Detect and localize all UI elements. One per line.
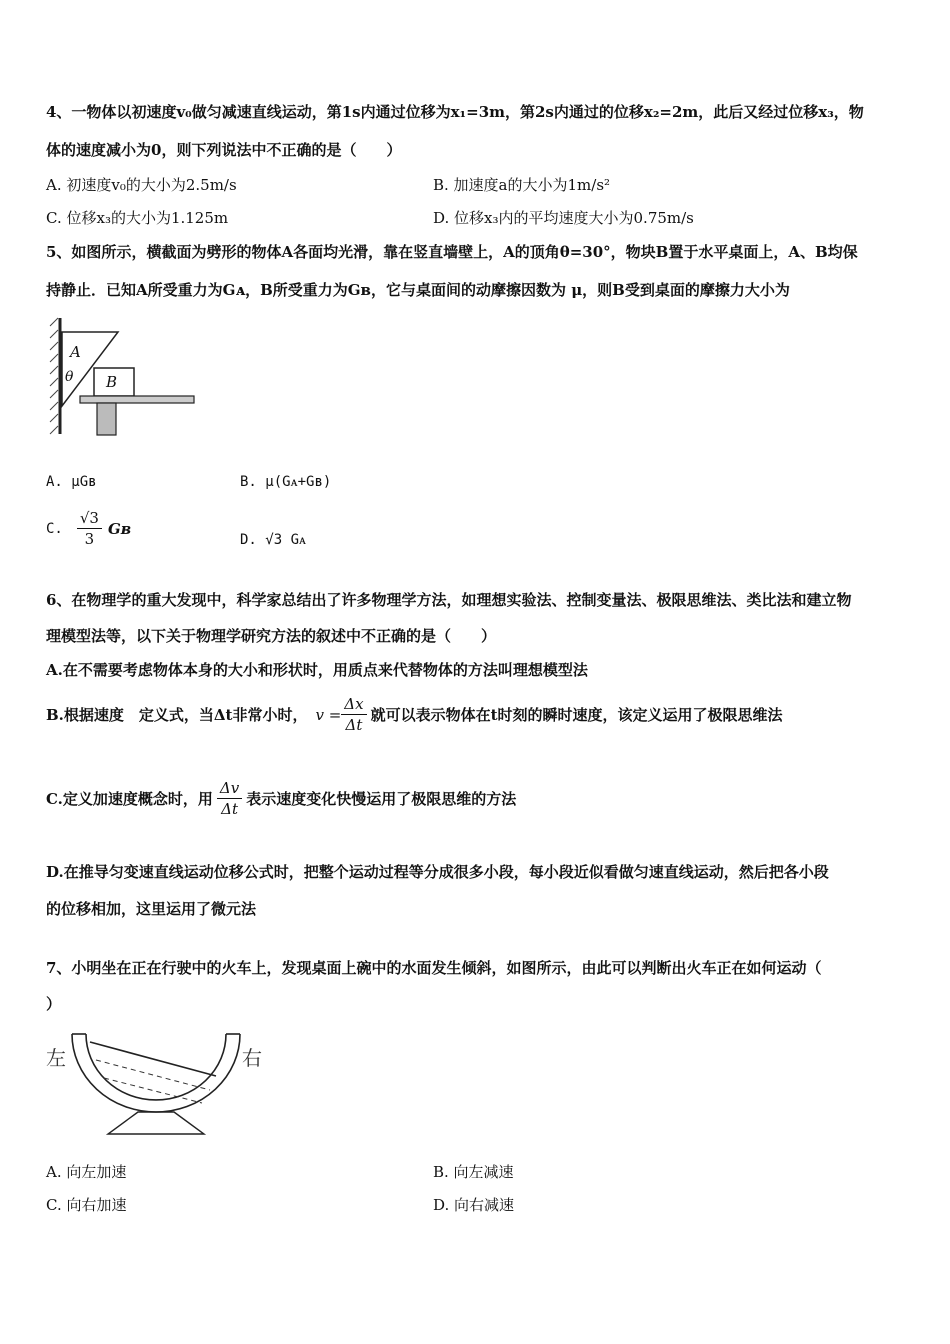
q6-option-c-post: 表示速度变化快慢运用了极限思维的方法 [246, 789, 517, 808]
dv-over-dt: $\frac{\Delta v}{\Delta t}$ [217, 778, 242, 819]
q4-option-c[interactable]: C. 位移x₃的大小为1.125m [46, 209, 229, 227]
q6-option-b-v: v = [315, 705, 342, 724]
q5-option-c-prefix: C. [46, 520, 63, 537]
q7-stem-line1: 7、小明坐在正在行驶中的火车上，发现桌面上碗中的水面发生倾斜，如图所示，由此可以判断出火车正在如何运动（ [46, 959, 822, 977]
q7-option-b[interactable]: B. 向左减速 [433, 1163, 514, 1181]
q6-option-c[interactable] [46, 778, 516, 819]
q7-option-d[interactable]: D. 向右减速 [433, 1196, 515, 1214]
sqrt3-over-3: $\frac{√3}{3}$ [77, 508, 102, 549]
label-right: 右 [242, 1046, 262, 1070]
q6-option-b-post: 就可以表示物体在t时刻的瞬时速度，该定义运用了极限思维法 [370, 705, 783, 724]
label-theta: θ [65, 369, 74, 385]
q6-option-d-line2: 的位移相加，这里运用了微元法 [46, 900, 257, 918]
label-a: A [70, 343, 81, 361]
q7-option-a[interactable]: A. 向左加速 [46, 1163, 127, 1181]
q5-option-c[interactable] [46, 508, 131, 549]
label-b: B [106, 373, 118, 391]
q4-option-d[interactable]: D. 位移x₃内的平均速度大小为0.75m/s [433, 209, 694, 227]
q7-stem-line2: ） [46, 995, 62, 1013]
q7-option-c[interactable]: C. 向右加速 [46, 1196, 127, 1214]
q5-option-d[interactable]: D. √3 Gᴀ [240, 532, 307, 548]
q4-stem-line2: 体的速度减小为0，则下列说法中不正确的是（ ） [46, 141, 402, 159]
q5-stem-line2: 持静止．已知A所受重力为Gᴀ，B所受重力为Gʙ，它与桌面间的动摩擦因数为 μ，则B受到桌面的摩擦力大小为 [46, 281, 790, 299]
bowl-figure [44, 1026, 274, 1138]
q6-option-b[interactable] [46, 694, 783, 735]
label-left: 左 [46, 1046, 66, 1070]
q5-stem-line1: 5、如图所示，横截面为劈形的物体A各面均光滑，靠在竖直墙壁上，A的顶角θ=30°，物块B置于水平桌面上，A、B均保 [46, 243, 858, 261]
q6-option-b-pre: B.根据速度 定义式，当Δt非常小时， [46, 705, 308, 724]
q6-option-a[interactable]: A.在不需要考虑物体本身的大小和形状时，用质点来代替物体的方法叫理想模型法 [46, 661, 588, 679]
q6-option-d-line1[interactable]: D.在推导匀变速直线运动位移公式时，把整个运动过程等分成很多小段，每小段近似看做匀速直线运动，然后把各小段 [46, 863, 829, 881]
q6-stem-line2: 理模型法等，以下关于物理学研究方法的叙述中不正确的是（ ） [46, 627, 497, 645]
q6-stem-line1: 6、在物理学的重大发现中，科学家总结出了许多物理学方法，如理想实验法、控制变量法、极限思维法、类比法和建立物 [46, 591, 852, 609]
q6-option-c-pre: C.定义加速度概念时，用 [46, 789, 213, 808]
dx-over-dt: $\frac{\Delta x}{\Delta t}$ [341, 694, 366, 735]
q5-option-c-suffix: Gʙ [107, 519, 132, 538]
q5-option-a[interactable]: A. μGʙ [46, 474, 97, 490]
q4-option-a[interactable]: A. 初速度v₀的大小为2.5m/s [46, 176, 237, 194]
q4-option-b[interactable]: B. 加速度a的大小为1m/s² [433, 176, 611, 194]
wedge-block-figure [40, 312, 200, 442]
q5-option-b[interactable]: B. μ(Gᴀ+Gʙ) [240, 474, 332, 490]
q4-stem-line1: 4、一物体以初速度v₀做匀减速直线运动，第1s内通过位移为x₁=3m，第2s内通过的位移x₂=2m，此后又经过位移x₃，物 [46, 103, 864, 121]
